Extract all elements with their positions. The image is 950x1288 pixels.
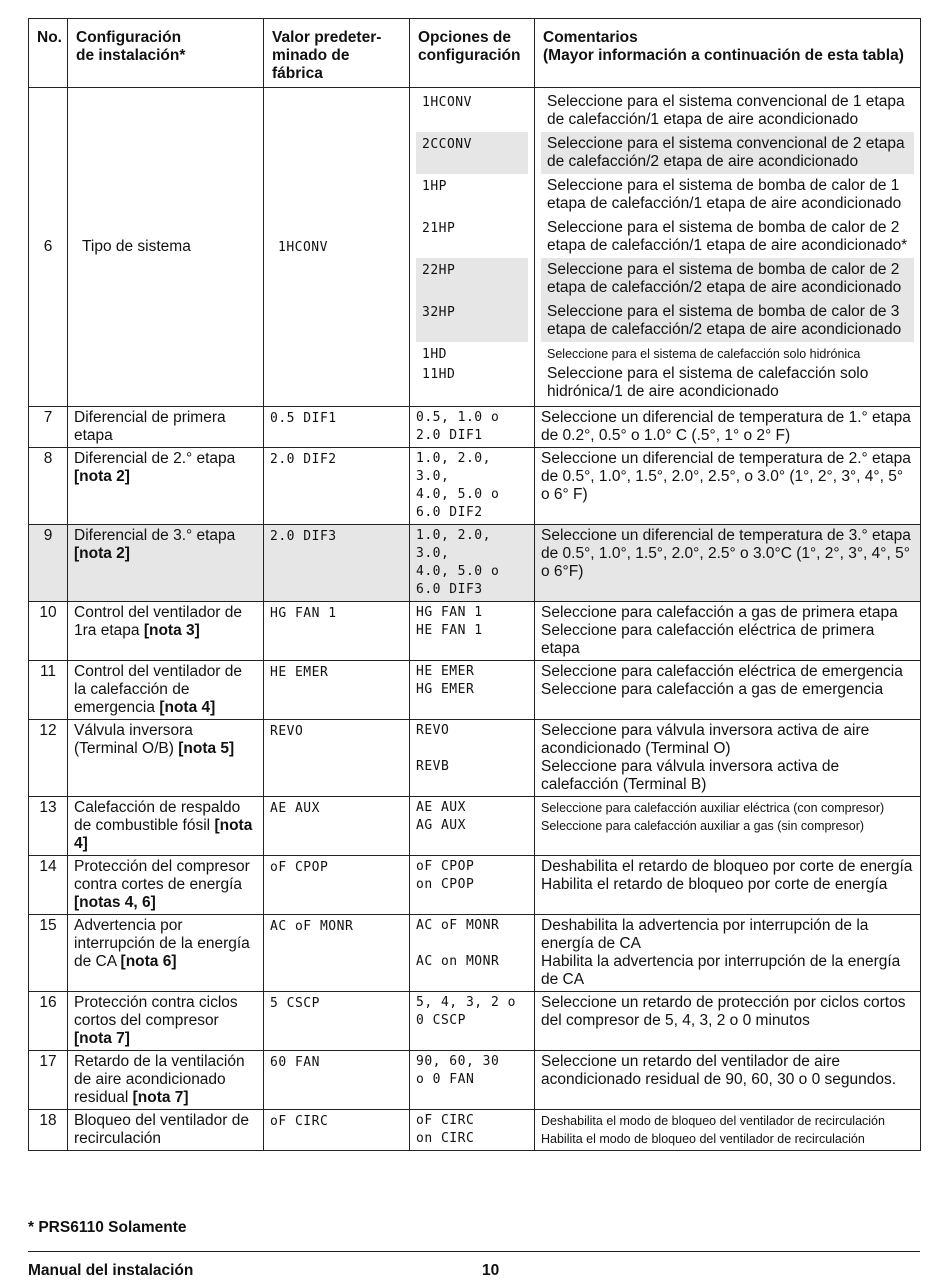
system-option — [416, 342, 528, 362]
options-cell — [410, 797, 535, 856]
table-row — [29, 992, 921, 1051]
comment-text: Seleccione para válvula inversora activa de calefacción (Terminal B) — [541, 758, 840, 793]
row-number: 10 — [29, 602, 68, 661]
option-code: o 0 FAN — [416, 1072, 475, 1087]
options-cell — [410, 407, 535, 448]
default-code: HG FAN 1 — [270, 606, 337, 621]
note-reference: [nota 2] — [74, 545, 130, 562]
default-value — [264, 720, 410, 797]
options-cell — [410, 448, 535, 525]
row-number: 11 — [29, 661, 68, 720]
table-row — [29, 525, 921, 602]
setting-name: Tipo de sistema — [68, 88, 264, 407]
setting-label: Diferencial de 2.° etapa — [74, 450, 236, 467]
comment-text: Seleccione un diferencial de temperatura de 3.° etapa de 0.5°, 1.0°, 1.5°, 2.0°, 2.5° o 3.0°C (1°, 2°, 3°, 4°, 5° o 6°F) — [541, 527, 911, 580]
options-cell — [410, 720, 535, 797]
option-code: AC oF MONR — [416, 918, 500, 933]
comment-text: Habilita la advertencia por interrupción de la energía de CA — [541, 953, 901, 988]
row-number: 7 — [29, 407, 68, 448]
page-number: 10 — [482, 1262, 500, 1279]
header-comments: Comentarios (Mayor información a continuación de esta tabla) — [535, 19, 921, 88]
row-number: 15 — [29, 915, 68, 992]
option-code: on CIRC — [416, 1131, 475, 1146]
system-option — [416, 132, 528, 174]
setting-label: Advertencia por interrupción de la energía de CA — [74, 917, 250, 970]
comments-cell — [535, 915, 921, 992]
setting-name — [68, 797, 264, 856]
table-row — [29, 1110, 921, 1151]
footnote: * PRS6110 Solamente — [28, 1219, 187, 1236]
note-reference: [nota 2] — [74, 468, 130, 485]
header-no: No. — [29, 19, 68, 88]
option-code: HG FAN 1 — [416, 605, 483, 620]
comment-text: Seleccione para calefacción eléctrica de emergencia — [541, 663, 903, 680]
option-code: oF CIRC — [416, 1113, 475, 1128]
header-options: Opciones de configuración — [410, 19, 535, 88]
comment-text: Deshabilita el retardo de bloqueo por corte de energía — [541, 858, 913, 875]
comment-text: Seleccione un diferencial de temperatura de 2.° etapa de 0.5°, 1.0°, 1.5°, 2.0°, 2.5°, o 3.0° (1°, 2°, 3°, 4°, 5° o 6° F) — [541, 450, 911, 503]
option-code: 0 CSCP — [416, 1013, 466, 1028]
note-reference: [nota 4] — [74, 817, 253, 852]
setting-label: Protección del compresor contra cortes de energía — [74, 858, 250, 893]
row-number: 6 — [29, 88, 68, 407]
comments-cell — [535, 720, 921, 797]
note-reference: [nota 4] — [159, 699, 216, 716]
options-cell — [410, 856, 535, 915]
comment-text: Seleccione para válvula inversora activa de aire acondicionado (Terminal O) — [541, 722, 870, 757]
table-row — [29, 797, 921, 856]
default-value — [264, 856, 410, 915]
system-comment: Seleccione para el sistema de calefacción solo hidrónica/1 de aire acondicionado — [547, 365, 869, 400]
table-row — [29, 602, 921, 661]
setting-label: Calefacción de respaldo de combustible fósil — [74, 799, 241, 834]
options-cell — [410, 1051, 535, 1110]
setting-label: Retardo de la ventilación de aire acondicionado residual — [74, 1053, 245, 1106]
system-comment: Seleccione para el sistema convencional de 2 etapa de calefacción/2 etapa de aire acondicionado — [541, 132, 914, 174]
comment-text: Seleccione para calefacción auxiliar a gas (sin compresor) — [541, 819, 865, 833]
table-row — [29, 720, 921, 797]
option-code: REVO — [416, 723, 450, 738]
options-cell — [410, 1110, 535, 1151]
note-reference: [nota 6] — [120, 953, 177, 970]
comment-text: Habilita el modo de bloqueo del ventilador de recirculación — [541, 1132, 865, 1146]
option-code: HE EMER — [416, 664, 475, 679]
setting-name — [68, 602, 264, 661]
comment-text: Seleccione para calefacción auxiliar eléctrica (con compresor) — [541, 801, 885, 815]
option-code: 4.0, 5.0 o — [416, 487, 500, 502]
default-code: 2.0 DIF2 — [270, 452, 337, 467]
comment-text: Seleccione un retardo de protección por ciclos cortos del compresor de 5, 4, 3, 2 o 0 minutos — [541, 994, 906, 1029]
setting-label: Control del ventilador de la calefacción de emergencia — [74, 663, 243, 716]
default-value — [264, 1051, 410, 1110]
row-number: 17 — [29, 1051, 68, 1110]
option-code: 5, 4, 3, 2 o — [416, 995, 516, 1010]
system-comment: Seleccione para el sistema de calefacción solo hidrónica — [547, 347, 861, 361]
default-code: 0.5 DIF1 — [270, 411, 337, 426]
comments-cell — [535, 525, 921, 602]
options-cell — [410, 602, 535, 661]
option-code: AG AUX — [416, 818, 466, 833]
note-reference: [nota 3] — [143, 622, 200, 639]
option-code: HE FAN 1 — [416, 623, 483, 638]
comments-cell — [535, 661, 921, 720]
setting-name — [68, 661, 264, 720]
option-code: HG EMER — [416, 682, 475, 697]
header-config: Configuración de instalación* — [68, 19, 264, 88]
comment-text: Seleccione para calefacción a gas de primera etapa — [541, 604, 898, 621]
table-row — [29, 448, 921, 525]
row-number: 16 — [29, 992, 68, 1051]
system-option — [416, 258, 528, 300]
row-number: 8 — [29, 448, 68, 525]
comment-text: Seleccione un diferencial de temperatura de 1.° etapa de 0.2°, 0.5° o 1.0° C (.5°, 1° o 2° F) — [541, 409, 911, 444]
option-code: 1.0, 2.0, 3.0, — [416, 528, 491, 561]
setting-label: Diferencial de 3.° etapa — [74, 527, 236, 544]
setting-name — [68, 720, 264, 797]
comment-text: Seleccione un retardo del ventilador de aire acondicionado residual de 90, 60, 30 o 0 segundos. — [541, 1053, 897, 1088]
default-code: 2.0 DIF3 — [270, 529, 337, 544]
option-code: 2.0 DIF1 — [416, 428, 483, 443]
option-code — [416, 740, 528, 758]
header-default: Valor predeter- minado de fábrica — [264, 19, 410, 88]
options-cell — [410, 661, 535, 720]
setting-label: Válvula inversora (Terminal O/B) — [74, 722, 193, 757]
option-code: 21HP — [422, 221, 456, 236]
comments-cell — [535, 992, 921, 1051]
setting-name — [68, 448, 264, 525]
default-value — [264, 407, 410, 448]
system-comment: Seleccione para el sistema de bomba de calor de 1 etapa de calefacción/1 etapa de aire acondicionado — [547, 177, 902, 212]
row-number: 14 — [29, 856, 68, 915]
default-value — [264, 602, 410, 661]
comments-cell — [535, 448, 921, 525]
default-code: oF CPOP — [270, 860, 329, 875]
options-cell — [410, 992, 535, 1051]
option-code: AC on MONR — [416, 954, 500, 969]
options-cell — [410, 88, 535, 407]
default-code: REVO — [270, 724, 304, 739]
option-code: 1HCONV — [422, 95, 472, 110]
option-code: 22HP — [422, 263, 456, 278]
default-code: 60 FAN — [270, 1055, 320, 1070]
option-code: oF CPOP — [416, 859, 475, 874]
setting-name — [68, 1051, 264, 1110]
table-row-system-type — [29, 88, 921, 407]
row-number: 13 — [29, 797, 68, 856]
option-code: 0.5, 1.0 o — [416, 410, 500, 425]
default-value — [264, 448, 410, 525]
default-code: AC oF MONR — [270, 919, 354, 934]
table-row — [29, 856, 921, 915]
default-value — [264, 1110, 410, 1151]
option-code: 4.0, 5.0 o — [416, 564, 500, 579]
system-option — [416, 174, 528, 216]
note-reference: [nota 5] — [178, 740, 235, 757]
row-number: 18 — [29, 1110, 68, 1151]
table-row — [29, 661, 921, 720]
table-row — [29, 407, 921, 448]
setting-label: Protección contra ciclos cortos del compresor — [74, 994, 238, 1029]
default-value — [264, 797, 410, 856]
option-code: 32HP — [422, 305, 456, 320]
comments-cell — [535, 1051, 921, 1110]
default-value — [264, 915, 410, 992]
default-code: AE AUX — [270, 801, 320, 816]
system-option — [416, 362, 528, 404]
note-reference: [notas 4, 6] — [74, 894, 156, 911]
option-code: AE AUX — [416, 800, 466, 815]
comments-cell — [535, 856, 921, 915]
footer-divider — [28, 1251, 920, 1252]
system-comment: Seleccione para el sistema convencional de 1 etapa de calefacción/1 etapa de aire acondicionado — [547, 93, 905, 128]
manual-title: Manual del instalación — [28, 1262, 194, 1279]
option-code: on CPOP — [416, 877, 475, 892]
comments-cell — [535, 1110, 921, 1151]
system-comment: Seleccione para el sistema de bomba de calor de 3 etapa de calefacción/2 etapa de aire acondicionado — [541, 300, 914, 342]
default-value: 1HCONV — [264, 88, 410, 407]
setting-label: Control del ventilador de 1ra etapa — [74, 604, 243, 639]
option-code: 1HP — [422, 179, 447, 194]
comments-cell — [535, 797, 921, 856]
option-code: 1HD — [422, 347, 447, 362]
comment-text: Deshabilita el modo de bloqueo del ventilador de recirculación — [541, 1114, 885, 1128]
option-code: 6.0 DIF2 — [416, 505, 483, 520]
table-row — [29, 915, 921, 992]
configuration-table — [28, 18, 921, 1151]
option-code — [416, 935, 528, 953]
setting-name — [68, 407, 264, 448]
comment-text: Seleccione para calefacción eléctrica de primera etapa — [541, 622, 875, 657]
comment-text: Seleccione para calefacción a gas de emergencia — [541, 681, 884, 698]
default-code: HE EMER — [270, 665, 329, 680]
options-cell — [410, 915, 535, 992]
setting-name — [68, 915, 264, 992]
comments-cell — [535, 407, 921, 448]
setting-label: Diferencial de primera etapa — [74, 409, 226, 444]
setting-label: Bloqueo del ventilador de recirculación — [74, 1112, 249, 1147]
row-number: 9 — [29, 525, 68, 602]
default-code: 5 CSCP — [270, 996, 320, 1011]
option-code: REVB — [416, 759, 450, 774]
options-cell — [410, 525, 535, 602]
comment-text: Deshabilita la advertencia por interrupción de la energía de CA — [541, 917, 869, 952]
note-reference: [nota 7] — [132, 1089, 189, 1106]
system-option — [416, 300, 528, 342]
option-code: 11HD — [422, 367, 456, 382]
setting-name — [68, 525, 264, 602]
option-code: 6.0 DIF3 — [416, 582, 483, 597]
default-value — [264, 525, 410, 602]
option-code: 1.0, 2.0, 3.0, — [416, 451, 491, 484]
table-header-row — [29, 19, 921, 88]
system-option — [416, 90, 528, 132]
system-comment: Seleccione para el sistema de bomba de calor de 2 etapa de calefacción/1 etapa de aire acondicionado* — [547, 219, 908, 254]
note-reference: [nota 7] — [74, 1030, 130, 1047]
system-option — [416, 216, 528, 258]
system-comment: Seleccione para el sistema de bomba de calor de 2 etapa de calefacción/2 etapa de aire acondicionado — [541, 258, 914, 300]
default-code: oF CIRC — [270, 1114, 329, 1129]
row-number: 12 — [29, 720, 68, 797]
comment-text: Habilita el retardo de bloqueo por corte de energía — [541, 876, 888, 893]
comments-cell — [535, 88, 921, 407]
setting-name — [68, 992, 264, 1051]
option-code: 2CCONV — [422, 137, 472, 152]
option-code: 90, 60, 30 — [416, 1054, 500, 1069]
default-value — [264, 661, 410, 720]
setting-name — [68, 856, 264, 915]
setting-name — [68, 1110, 264, 1151]
default-value — [264, 992, 410, 1051]
table-row — [29, 1051, 921, 1110]
comments-cell — [535, 602, 921, 661]
